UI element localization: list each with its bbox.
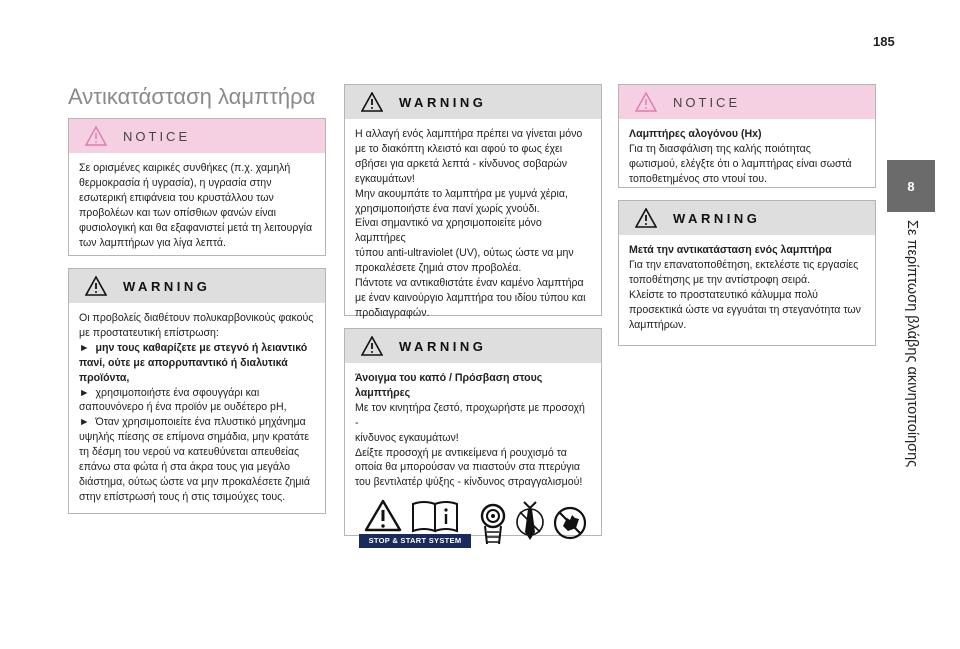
warning-box-polycarbonate bbox=[68, 268, 326, 514]
bullet-text: μην τους καθαρίζετε με στεγνό ή λειαντικό bbox=[95, 341, 308, 354]
warning-title: Μετά την αντικατάσταση ενός λαμπτήρα bbox=[629, 244, 832, 256]
warning-triangle-icon bbox=[635, 208, 657, 228]
warning-body bbox=[345, 363, 601, 552]
warning-line: με το διακόπτη κλειστό και αφού το φως έχει bbox=[355, 142, 563, 155]
warning-line: Δείξτε προσοχή με αντικείμενα ή ρουχισμό τα bbox=[355, 446, 567, 459]
warning-line: λαμπτήρων. bbox=[629, 318, 687, 331]
warning-header bbox=[345, 329, 601, 363]
chapter-tab[interactable]: 8 bbox=[887, 160, 935, 212]
page-number: 185 bbox=[873, 34, 895, 49]
page-title: Αντικατάσταση λαμπτήρα bbox=[68, 84, 316, 109]
notice-line: φυσιολογική και θα εξαφανιστεί μετά τη λειτουργία bbox=[79, 221, 313, 234]
bullet-line: τη δέσμη του νερού να κατευθύνεται απευθείας bbox=[79, 446, 300, 459]
bullet-line: στην επίστρωσή τους ή στις τσιμούχες τους. bbox=[79, 490, 286, 503]
warning-box-after-replacement bbox=[618, 200, 876, 346]
warning-box-bulb-change bbox=[344, 84, 602, 319]
notice-line: προβολέων και των οπίσθιων φανών είναι bbox=[79, 206, 277, 219]
bullet-arrow-icon: ► bbox=[79, 386, 90, 399]
bullet-line: προϊόντα, bbox=[79, 371, 130, 384]
bullet-line: πανί, ούτε με απορρυπαντικό ή διαλυτικά bbox=[79, 356, 288, 369]
warning-line: με έναν καινούργιο λαμπτήρα του ιδίου τύπου και bbox=[355, 291, 586, 304]
warning-line: χρησιμοποιήστε ένα πανί χωρίς χνούδι. bbox=[355, 202, 540, 215]
warning-label: WARNING bbox=[673, 210, 761, 226]
bullet-text: χρησιμοποιήστε ένα σφουγγάρι και bbox=[95, 386, 260, 399]
warning-line: Πάντοτε να αντικαθιστάτε έναν καμένο λαμπτήρα bbox=[355, 277, 584, 290]
warning-line: Για την επανατοποθέτηση, εκτελέστε τις εργασίες bbox=[629, 258, 859, 271]
bullet-item bbox=[79, 386, 315, 401]
warning-line: του βεντιλατέρ ψύξης - κίνδυνος στραγγαλισμού! bbox=[355, 476, 583, 489]
stop-start-badge: STOP & START SYSTEM bbox=[359, 534, 471, 548]
warning-body bbox=[69, 303, 325, 515]
warning-line: προδιαγραφών. bbox=[355, 306, 430, 319]
warning-line: Μην ακουμπάτε το λαμπτήρα με γυμνά χέρια, bbox=[355, 187, 568, 200]
warning-title: λαμπτήρες bbox=[355, 386, 411, 399]
no-hand-icon bbox=[552, 506, 587, 540]
notice-body bbox=[69, 153, 325, 260]
bullet-item bbox=[79, 415, 315, 430]
bullet-item bbox=[79, 341, 315, 356]
chapter-title: Σε περίπτωση βλάβης ακινητοποίησης bbox=[904, 220, 920, 468]
fan-belt-icon bbox=[478, 500, 507, 546]
pictogram-strip bbox=[359, 498, 587, 548]
warning-line: Κλείστε το προστατευτικό κάλυμμα πολύ bbox=[629, 288, 818, 301]
warning-label: WARNING bbox=[123, 278, 211, 294]
stop-start-group bbox=[359, 498, 460, 548]
notice-line: Για τη διασφάλιση της καλής ποιότητας bbox=[629, 142, 811, 155]
warning-line: προσεκτικά ώστε να εγγυάται τη στεγανότητα των bbox=[629, 303, 861, 316]
warning-line: τύπου anti-ultraviolet (UV), ούτως ώστε να μην bbox=[355, 247, 574, 260]
warning-line: οποία θα μπορούσαν να πιαστούν στα πτερύγια bbox=[355, 461, 581, 474]
bullet-arrow-icon: ► bbox=[79, 416, 90, 429]
notice-line: φωτισμού, ελέγξτε ότι ο λαμπτήρας είναι σωστά bbox=[629, 157, 852, 170]
bullet-line: σαπουνόνερο ή ένα προϊόν με ουδέτερο pH, bbox=[79, 401, 287, 414]
no-tie-icon bbox=[513, 500, 546, 546]
bullet-arrow-icon: ► bbox=[79, 341, 90, 354]
notice-label: NOTICE bbox=[123, 128, 191, 144]
warning-line: εγκαυμάτων! bbox=[355, 172, 415, 185]
notice-header bbox=[619, 85, 875, 119]
warning-line: με προστατευτική επίστρωση: bbox=[79, 326, 219, 339]
warning-box-bonnet bbox=[344, 328, 602, 545]
manual-book-icon bbox=[413, 502, 457, 531]
bullet-text: Όταν χρησιμοποιείτε ένα πλυστικό μηχάνημα bbox=[95, 416, 306, 429]
notice-title: Λαμπτήρες αλογόνου (Hx) bbox=[629, 128, 762, 140]
notice-line: Σε ορισμένες καιρικές συνθήκες (π.χ. χαμηλή bbox=[79, 162, 291, 174]
warning-line: σβήσει για αρκετά λεπτά - κίνδυνος σοβαρών bbox=[355, 157, 568, 170]
warning-line: Οι προβολείς διαθέτουν πολυκαρβονικούς φακούς bbox=[79, 312, 314, 324]
warning-line: τοποθέτησης με την αντίστροφη σειρά. bbox=[629, 273, 811, 286]
notice-triangle-icon bbox=[635, 92, 657, 112]
warning-label: WARNING bbox=[399, 338, 487, 354]
notice-label: NOTICE bbox=[673, 94, 741, 110]
warning-title: Άνοιγμα του καπό / Πρόσβαση στους bbox=[355, 372, 543, 384]
bullet-line: επάνω στα φώτα ή στα άκρα τους για μεγάλο bbox=[79, 461, 291, 474]
notice-box-halogen bbox=[618, 84, 876, 188]
warning-triangle-icon bbox=[85, 276, 107, 296]
warning-line: κίνδυνος εγκαυμάτων! bbox=[355, 431, 459, 444]
warning-label: WARNING bbox=[399, 94, 487, 110]
warning-header bbox=[345, 85, 601, 119]
notice-line: τοποθετημένος στο ντουί του. bbox=[629, 172, 767, 185]
notice-triangle-icon bbox=[85, 126, 107, 146]
notice-header bbox=[69, 119, 325, 153]
warning-manual-icons bbox=[363, 498, 467, 534]
warning-line: Είναι σημαντικό να χρησιμοποιείτε μόνο λαμπτήρες bbox=[355, 217, 542, 245]
bullet-line: διάστημα, ούτως ώστε να μην προκαλέσετε ζημιά bbox=[79, 475, 311, 488]
warning-triangle-icon bbox=[366, 501, 400, 530]
notice-box-condensation bbox=[68, 118, 326, 256]
warning-triangle-icon bbox=[361, 336, 383, 356]
notice-line: εσωτερική επιφάνεια του κρυστάλλου των bbox=[79, 191, 274, 204]
notice-line: των λαμπτήρων για λίγα λεπτά. bbox=[79, 236, 226, 249]
warning-triangle-icon bbox=[361, 92, 383, 112]
warning-body bbox=[619, 235, 875, 342]
chapter-title-vertical bbox=[877, 220, 947, 640]
notice-line: θερμοκρασία ή υγρασία), η υγρασία στην bbox=[79, 176, 272, 189]
bullet-line: υψηλής πίεσης σε επίμονα σημάδια, μην κρατάτε bbox=[79, 431, 309, 444]
warning-header bbox=[619, 201, 875, 235]
warning-header bbox=[69, 269, 325, 303]
warning-line: Με τον κινητήρα ζεστό, προχωρήστε με προσοχή - bbox=[355, 401, 585, 429]
warning-line: προκαλέσετε ζημιά στον προβολέα. bbox=[355, 262, 522, 275]
notice-body bbox=[619, 119, 875, 197]
warning-body bbox=[345, 119, 601, 331]
warning-line: Η αλλαγή ενός λαμπτήρα πρέπει να γίνεται μόνο bbox=[355, 128, 583, 140]
